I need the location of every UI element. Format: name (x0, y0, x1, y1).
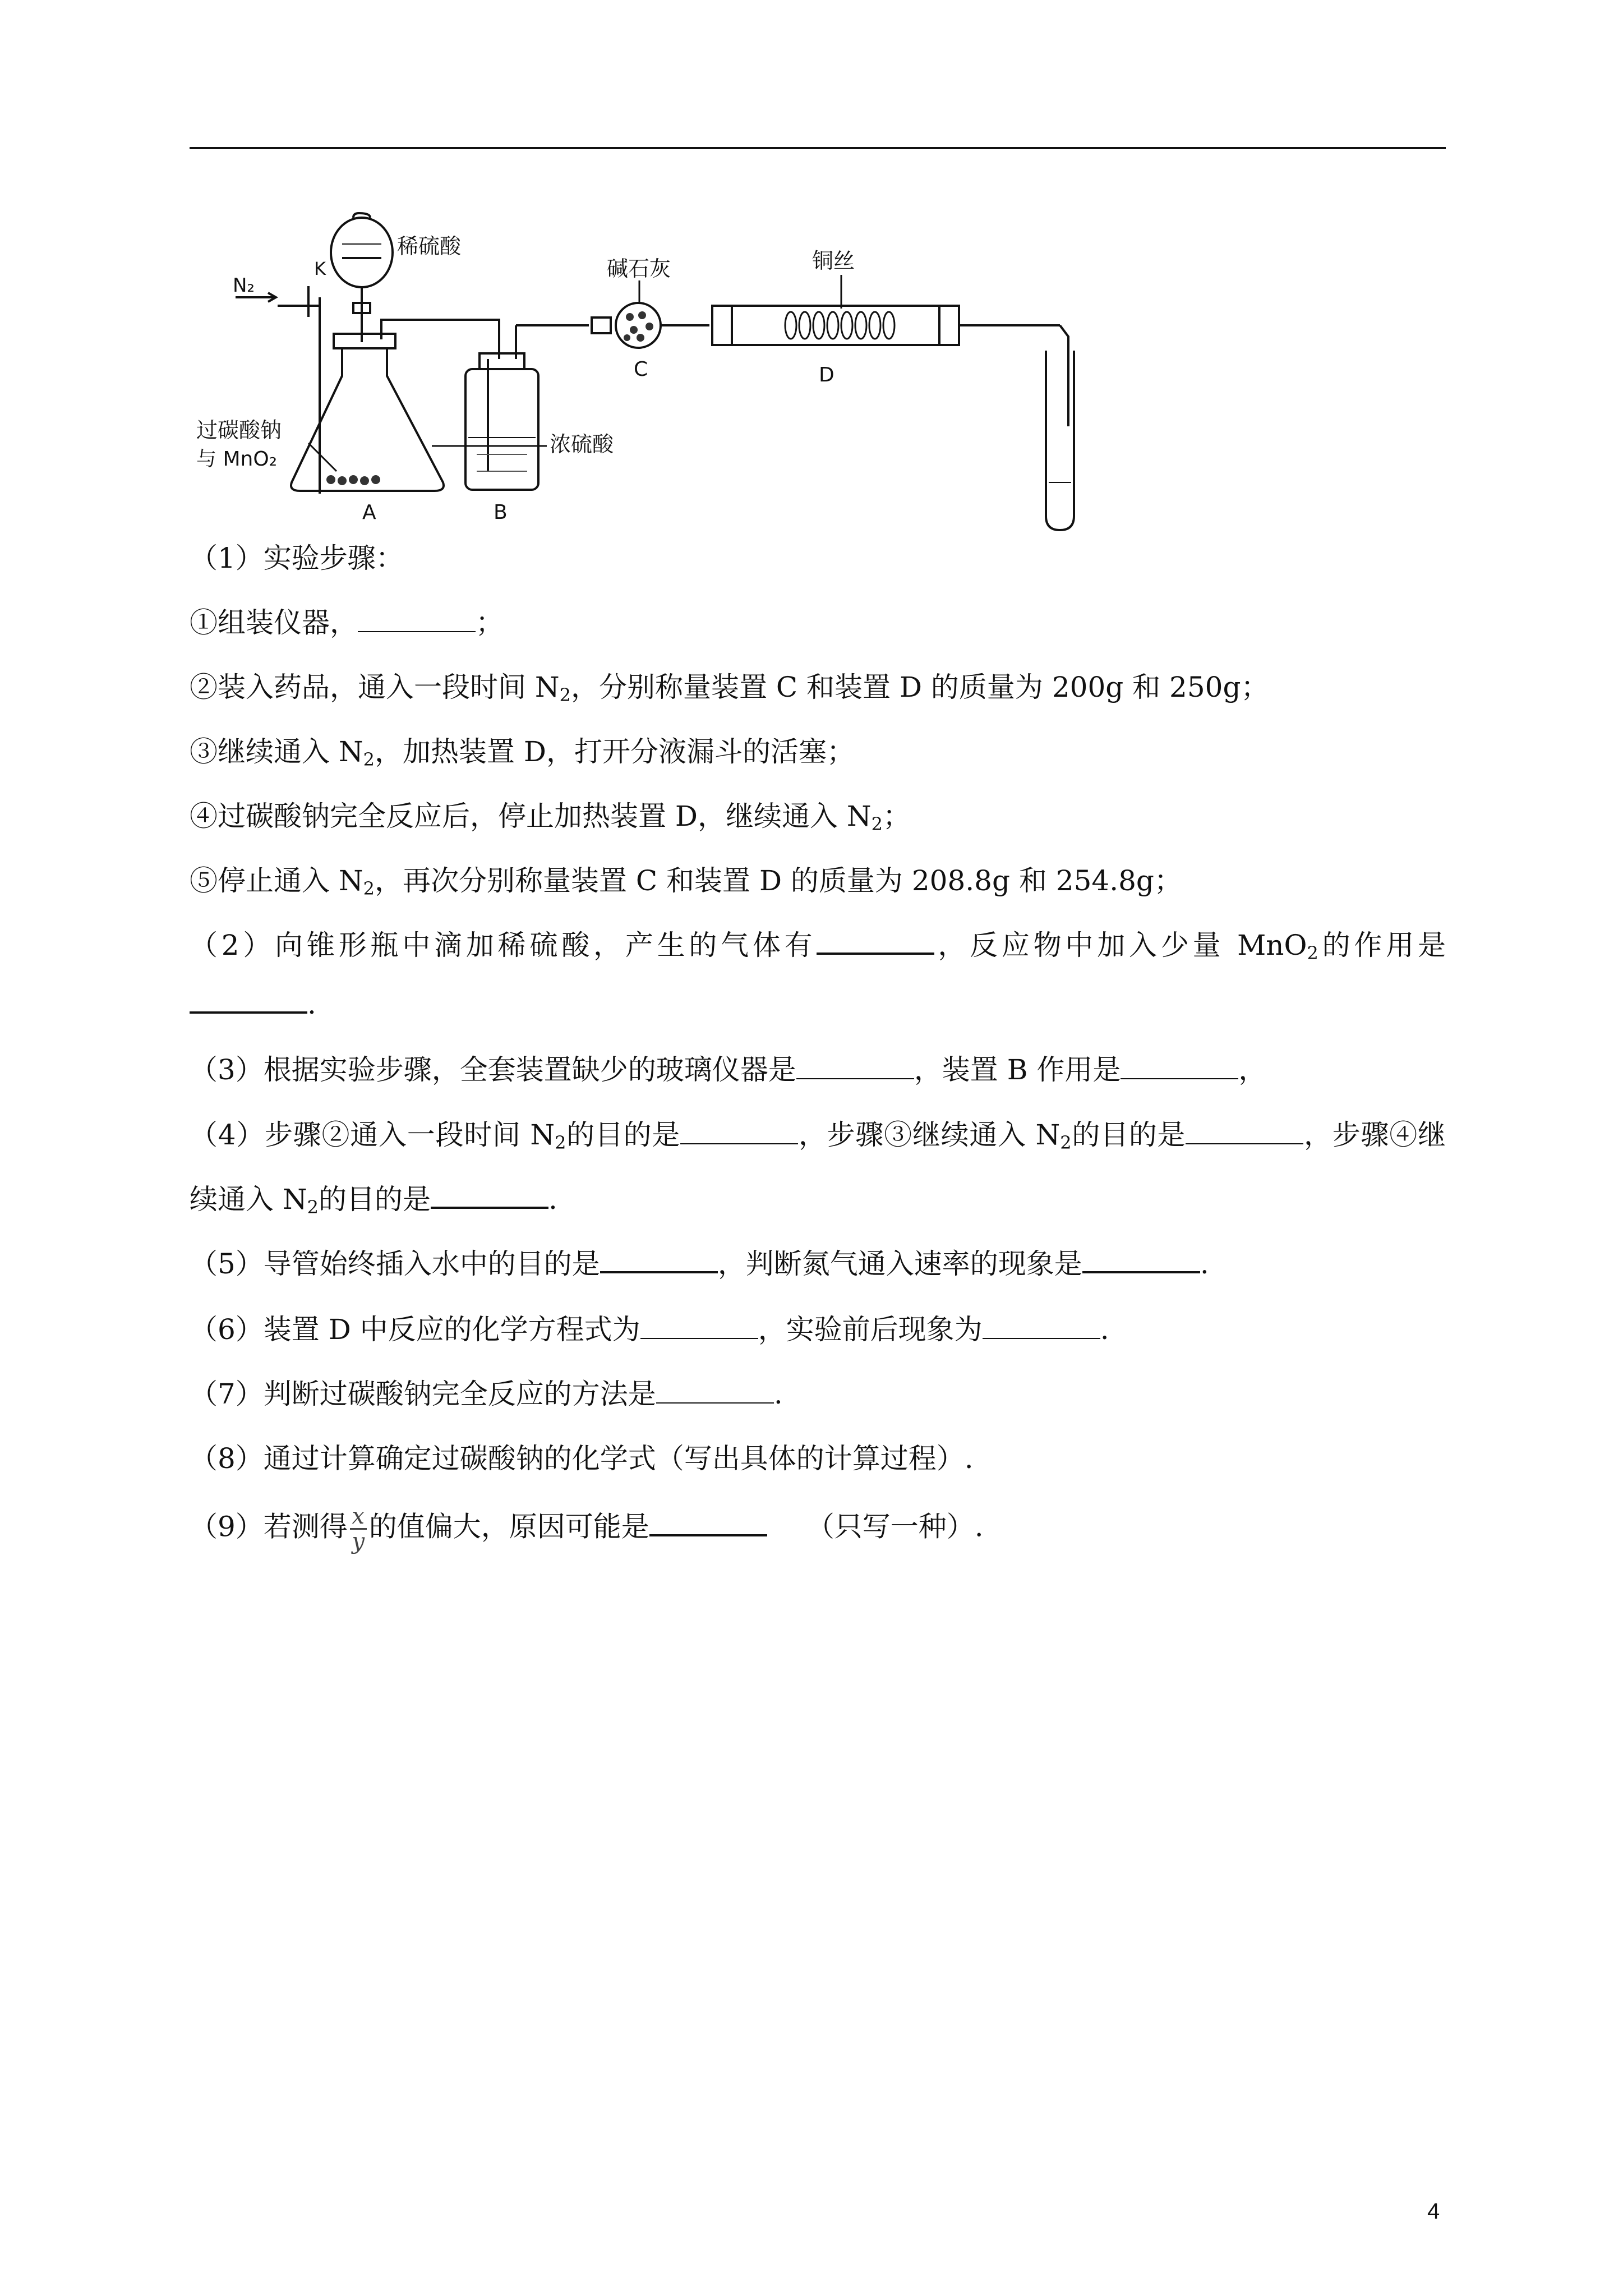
conical-flask-a-icon (291, 348, 444, 491)
fraction-x-over-y: $\frac{x}{y}$ (350, 1504, 367, 1553)
q1-step-3: ③继续通入 $N_2$，加热装置 D，打开分液漏斗的活塞； (190, 735, 855, 770)
label-d: D (819, 364, 834, 386)
q1-step-1: ①组装仪器， ； (190, 606, 504, 639)
test-tube-icon (1046, 351, 1074, 530)
page-number: 4 (1427, 2199, 1440, 2224)
q6: （6）装置 D 中反应的化学方程式为 ，实验前后现象为 . (190, 1313, 1109, 1346)
answer-blank[interactable] (600, 1246, 718, 1273)
answer-blank[interactable] (817, 928, 934, 955)
q2-line-2: . (190, 984, 316, 1024)
answer-blank[interactable] (680, 1119, 798, 1144)
label-n2: N₂ (233, 274, 255, 297)
label-b: B (494, 501, 508, 524)
label-soda-lime: 碱石灰 (607, 256, 671, 281)
answer-blank[interactable] (1121, 1053, 1238, 1079)
label-conc-acid: 浓硫酸 (550, 432, 614, 457)
q1-step-2: ②装入药品，通入一段时间 $N_2$，分别称量装置 C 和装置 D 的质量为 200g 和 250g； (190, 671, 1269, 706)
label-k: K (314, 258, 326, 279)
q4-line-1: （4）步骤②通入一段时间 $N_2$的目的是 ，步骤③继续通入 $N_2$的目的是 ，步骤④继 (190, 1119, 1446, 1153)
answer-blank[interactable] (983, 1313, 1100, 1339)
apparatus-diagram (185, 191, 1082, 539)
label-reagent-2: 与 MnO₂ (196, 448, 278, 471)
label-a: A (362, 501, 376, 524)
q3: （3）根据实验步骤，全套装置缺少的玻璃仪器是 ，装置 B 作用是 ， (190, 1053, 1267, 1086)
q8: （8）通过计算确定过碳酸钠的化学式（写出具体的计算过程）. (190, 1442, 974, 1475)
answer-blank[interactable] (190, 987, 307, 1014)
answer-blank[interactable] (431, 1182, 548, 1209)
drying-tube-c-icon (616, 303, 661, 348)
answer-blank[interactable] (649, 1510, 767, 1536)
q1-step-4: ④过碳酸钠完全反应后，停止加热装置 D，继续通入 $N_2$； (190, 800, 911, 835)
answer-blank[interactable] (1082, 1246, 1200, 1273)
label-copper-wire: 铜丝 (812, 249, 855, 273)
label-reagent-1: 过碳酸钠 (196, 418, 282, 443)
combustion-tube-d-icon (712, 306, 959, 345)
flask-stopper-icon (334, 334, 395, 348)
answer-blank[interactable] (796, 1053, 914, 1079)
answer-blank[interactable] (656, 1378, 774, 1404)
q9: （9）若测得 $\frac{x}{y}$ 的值偏大，原因可能是 （只写一种）. (190, 1503, 984, 1554)
q5: （5）导管始终插入水中的目的是 ，判断氮气通入速率的现象是 . (190, 1248, 1209, 1280)
answer-blank[interactable] (640, 1313, 758, 1339)
header-rule (190, 147, 1446, 149)
q7: （7）判断过碳酸钠完全反应的方法是 . (190, 1378, 783, 1410)
label-c: C (634, 358, 648, 381)
answer-blank[interactable] (358, 606, 476, 632)
answer-blank[interactable] (1186, 1119, 1303, 1144)
q1-step-5: ⑤停止通入 $N_2$，再次分别称量装置 C 和装置 D 的质量为 208.8g 和 254.8g； (190, 864, 1182, 899)
separatory-funnel-icon (331, 218, 393, 287)
bottle-stopper-icon (479, 353, 524, 369)
copper-coil-icon (785, 312, 895, 339)
q2-line-1: （2）向锥形瓶中滴加稀硫酸，产生的气体有 ，反应物中加入少量 MnO$_2$的作用是 (190, 929, 1446, 964)
label-dilute-acid: 稀硫酸 (397, 234, 462, 259)
q1-heading: （1）实验步骤： (190, 542, 404, 574)
q4-line-2: 续通入 $N_2$的目的是 . (190, 1183, 557, 1218)
